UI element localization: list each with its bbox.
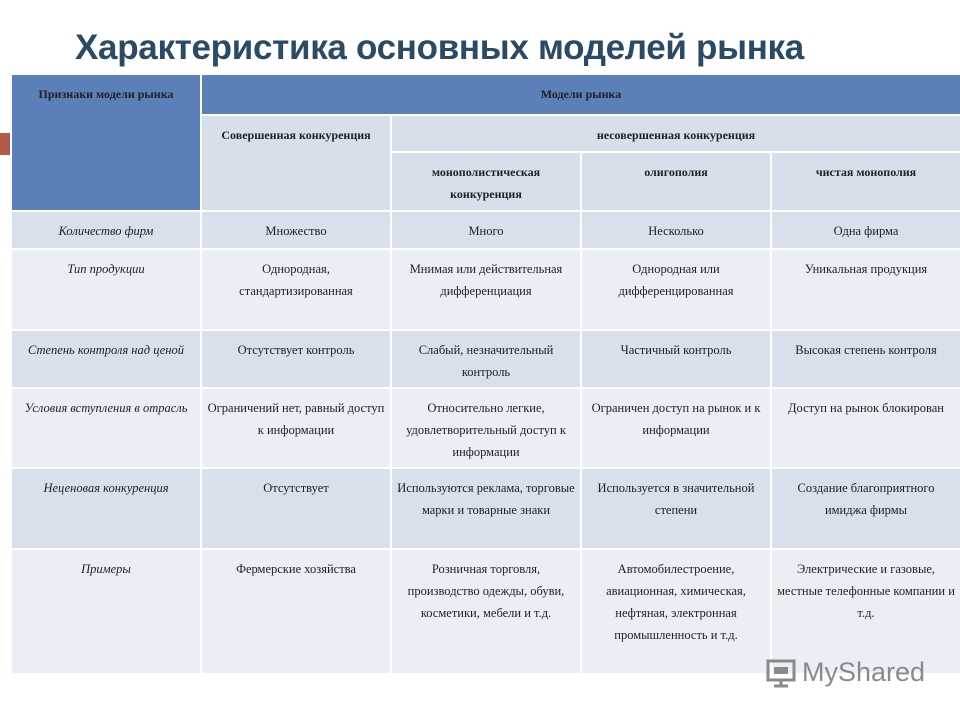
table-cell: Высокая степень контроля	[771, 330, 960, 388]
header-pure-monopoly: чистая монополия	[771, 152, 960, 211]
row-label: Количество фирм	[11, 211, 201, 249]
table-cell: Используется в значительной степени	[581, 468, 771, 549]
table-cell: Мнимая или действительная дифференциация	[391, 249, 581, 330]
table-cell: Слабый, незначительный контроль	[391, 330, 581, 388]
header-models: Модели рынка	[201, 74, 960, 115]
table-row	[11, 211, 960, 249]
row-label: Тип продукции	[11, 249, 201, 330]
row-label: Неценовая конкуренция	[11, 468, 201, 549]
table-cell: Частичный контроль	[581, 330, 771, 388]
table-cell: Много	[391, 211, 581, 249]
table-cell: Фермерские хозяйства	[201, 549, 391, 674]
table-cell: Отсутствует	[201, 468, 391, 549]
table-row	[11, 468, 960, 549]
table-cell: Ограничен доступ на рынок и к информации	[581, 388, 771, 468]
table-row	[11, 330, 960, 388]
table-cell: Электрические и газовые, местные телефонные компании и т.д.	[771, 549, 960, 674]
header-perfect-competition: Совершенная конкуренция	[201, 115, 391, 211]
table-row	[11, 249, 960, 330]
header-oligopoly: олигополия	[581, 152, 771, 211]
table-cell: Автомобилестроение, авиационная, химическая, нефтяная, электронная промышленность и т.д.	[581, 549, 771, 674]
table-cell: Ограничений нет, равный доступ к информации	[201, 388, 391, 468]
table-cell: Несколько	[581, 211, 771, 249]
table-cell: Доступ на рынок блокирован	[771, 388, 960, 468]
table-cell: Однородная или дифференцированная	[581, 249, 771, 330]
table-cell: Одна фирма	[771, 211, 960, 249]
row-label: Примеры	[11, 549, 201, 674]
header-criteria: Признаки модели рынка	[11, 74, 201, 211]
table-row	[11, 388, 960, 468]
accent-bar	[0, 133, 10, 155]
page-title: Характеристика основных моделей рынка	[75, 28, 804, 67]
table-cell: Уникальная продукция	[771, 249, 960, 330]
table-cell: Относительно легкие, удовлетворительный доступ к информации	[391, 388, 581, 468]
table-cell: Используются реклама, торговые марки и товарные знаки	[391, 468, 581, 549]
table-cell: Создание благоприятного имиджа фирмы	[771, 468, 960, 549]
table-cell: Однородная, стандартизированная	[201, 249, 391, 330]
market-models-table	[10, 73, 960, 675]
table-cell: Розничная торговля, производство одежды, обуви, косметики, мебели и т.д.	[391, 549, 581, 674]
header-monopolistic: монополистическая конкуренция	[391, 152, 581, 211]
row-label: Степень контроля над ценой	[11, 330, 201, 388]
table-cell: Множество	[201, 211, 391, 249]
row-label: Условия вступления в отрасль	[11, 388, 201, 468]
watermark-text: MyShared	[802, 656, 926, 687]
watermark-logo[interactable]	[765, 656, 925, 688]
header-imperfect-competition: несовершенная конкуренция	[391, 115, 960, 152]
presentation-board-icon	[765, 656, 797, 688]
table-cell: Отсутствует контроль	[201, 330, 391, 388]
